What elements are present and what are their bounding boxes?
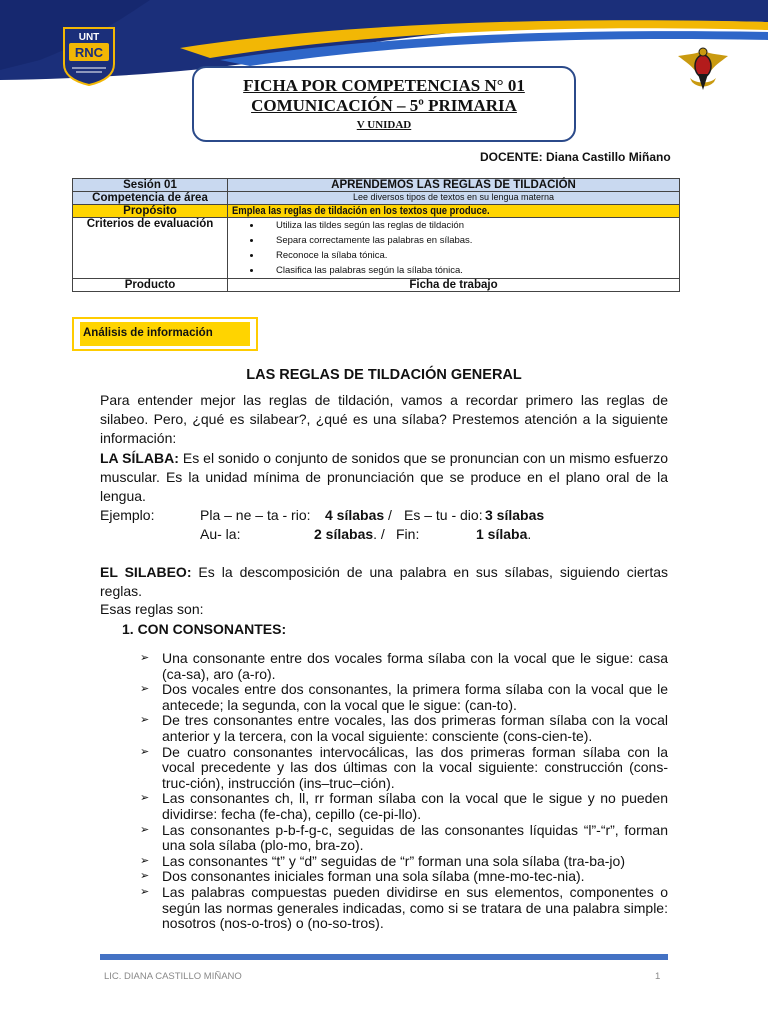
row-value: Ficha de trabajo — [228, 279, 680, 292]
ejemplo-label: Ejemplo: — [100, 507, 155, 523]
rule-text: De cuatro consonantes intervocálicas, las dos primeras forman sílaba con la vocal precedente y las dos últimas con la vocal siguiente: construcción (cons-truc-ción), instrucción (ins–truc–ción). — [162, 743, 668, 791]
list-heading: 1. CON CONSONANTES: — [122, 621, 287, 637]
list-item — [140, 745, 668, 792]
list-item — [140, 885, 668, 932]
intro-paragraph: Para entender mejor las reglas de tildación, vamos a recordar primero las reglas de silabeo. Pero, ¿qué es silabear?, ¿qué es una sílaba? Prestemos atención a la siguiente información: — [100, 392, 668, 446]
example-1a: Pla – ne – ta - rio: — [200, 507, 311, 523]
syllable-count: 3 sílabas — [485, 507, 545, 523]
rule-text: Las palabras compuestas pueden dividirse en sus elementos, componentes o según las normas generales indicadas, como si se tratara de una palabra simple: nosotros (nos-o-tros) o (no-so-tros). — [162, 883, 668, 932]
list-item — [140, 823, 668, 854]
title-line-1: FICHA POR COMPETENCIAS N° 01 — [243, 76, 525, 95]
svg-text:RNC: RNC — [74, 45, 104, 60]
example-2a-count — [314, 525, 385, 543]
silabeo-paragraph — [100, 563, 668, 601]
rules-list — [140, 651, 668, 932]
title-line-2: COMUNICACIÓN – 5º PRIMARIA — [251, 96, 517, 115]
table-row — [73, 192, 680, 205]
rule-text: Una consonante entre dos vocales forma sílaba con la vocal que le sigue: casa (ca-sa), aro (a-ro). — [162, 650, 668, 682]
rule-text: De tres consonantes entre vocales, las dos primeras forman sílaba con la vocal anterior y la tercera, con la vocal siguiente: consciente (cons-cien-te). — [162, 712, 668, 744]
analisis-box — [72, 317, 258, 351]
arrow-bullet-icon: ➢ — [140, 823, 150, 836]
example-1b-count — [485, 506, 544, 524]
page-number: 1 — [655, 971, 661, 982]
syllable-count: 4 sílabas — [325, 507, 385, 523]
arrow-bullet-icon: ➢ — [140, 870, 150, 883]
unt-rnc-logo — [60, 26, 118, 86]
list-item: • Reconoce la sílaba tónica. — [262, 248, 675, 263]
silaba-definition: Es el sonido o conjunto de sonidos que se pronuncian con un mismo esfuerzo muscular. Es la unidad mínima de pronunciación que se produce en el plano oral de la lengua. — [100, 450, 668, 504]
list-item — [140, 854, 668, 870]
svg-text:UNT: UNT — [78, 32, 100, 43]
analisis-label: Análisis de información — [80, 322, 250, 346]
row-value — [228, 218, 680, 279]
silaba-term: LA SÍLABA: — [100, 450, 179, 466]
list-item — [140, 682, 668, 713]
row-value — [228, 205, 680, 218]
session-info-table — [72, 178, 680, 292]
row-value: Lee diversos tipos de textos en su lengua materna — [228, 192, 680, 205]
example-1a-count — [325, 506, 392, 524]
arrow-bullet-icon: ➢ — [140, 683, 150, 696]
rule-text: Dos consonantes iniciales forman una sola sílaba (mne-mo-tec-nia). — [162, 868, 585, 885]
separator: . — [527, 526, 532, 542]
table-row — [73, 218, 680, 279]
university-emblem — [672, 44, 734, 92]
docente-label: DOCENTE: Diana Castillo Miñano — [480, 150, 671, 164]
arrow-bullet-icon: ➢ — [140, 792, 150, 805]
arrow-bullet-icon: ➢ — [140, 745, 150, 758]
separator: / — [384, 507, 392, 523]
rule-text: Las consonantes “t” y “d” seguidas de “r” forman una sola sílaba (tra-ba-jo) — [162, 852, 625, 869]
footer-author: LIC. DIANA CASTILLO MIÑANO — [104, 971, 242, 982]
table-row — [73, 279, 680, 292]
list-item — [140, 791, 668, 822]
list-item: • Utiliza las tildes según las reglas de tildación — [262, 218, 675, 233]
arrow-bullet-icon: ➢ — [140, 885, 150, 898]
row-label: Propósito — [73, 205, 228, 218]
example-2b: Fin: — [396, 526, 420, 542]
proposito-text: Emplea las reglas de tildación en los textos que produce. — [232, 205, 490, 217]
row-label: Sesión 01 — [73, 179, 228, 192]
list-item: • Separa correctamente las palabras en sílabas. — [262, 233, 675, 248]
footer-divider — [100, 954, 668, 960]
syllable-count: 2 sílabas — [314, 526, 374, 542]
separator: . / — [373, 526, 385, 542]
row-label: Criterios de evaluación — [73, 218, 228, 279]
silabeo-definition: Es la descomposición de una palabra en sus sílabas, siguiendo ciertas reglas. — [100, 564, 668, 599]
silabeo-term: EL SILABEO: — [100, 564, 192, 580]
criterios-list — [232, 218, 675, 278]
example-1b: Es – tu - dio: — [404, 507, 483, 523]
list-item: • Clasifica las palabras según la sílaba tónica. — [262, 263, 675, 278]
list-item — [140, 713, 668, 744]
row-value: APRENDEMOS LAS REGLAS DE TILDACIÓN — [228, 179, 680, 192]
main-heading: LAS REGLAS DE TILDACIÓN GENERAL — [246, 367, 522, 383]
table-row — [73, 179, 680, 192]
syllable-count: 1 sílaba — [476, 526, 528, 542]
arrow-bullet-icon: ➢ — [140, 714, 150, 727]
arrow-bullet-icon: ➢ — [140, 854, 150, 867]
example-2a: Au- la: — [200, 526, 241, 542]
table-row — [73, 205, 680, 218]
list-item — [140, 869, 668, 885]
row-label: Producto — [73, 279, 228, 292]
list-item — [140, 651, 668, 682]
title-line-3: V UNIDAD — [356, 119, 412, 131]
row-label: Competencia de área — [73, 192, 228, 205]
example-2b-count — [476, 525, 531, 543]
rule-text: Dos vocales entre dos consonantes, la primera forma sílaba con la vocal que le antecede; la segunda, con la vocal que le sigue: (can-to). — [162, 681, 668, 713]
arrow-bullet-icon: ➢ — [140, 652, 150, 664]
title-box — [192, 66, 576, 142]
reglas-intro: Esas reglas son: — [100, 601, 204, 617]
rule-text: Las consonantes p-b-f-g-c, seguidas de las consonantes líquidas “l”-“r”, forman una sola sílaba (plo-mo, bra-zo). — [162, 821, 668, 854]
rule-text: Las consonantes ch, ll, rr forman sílaba con la vocal que le sigue y no pueden dividirse: fecha (fe-cha), cepillo (ce-pi-llo). — [162, 790, 668, 822]
